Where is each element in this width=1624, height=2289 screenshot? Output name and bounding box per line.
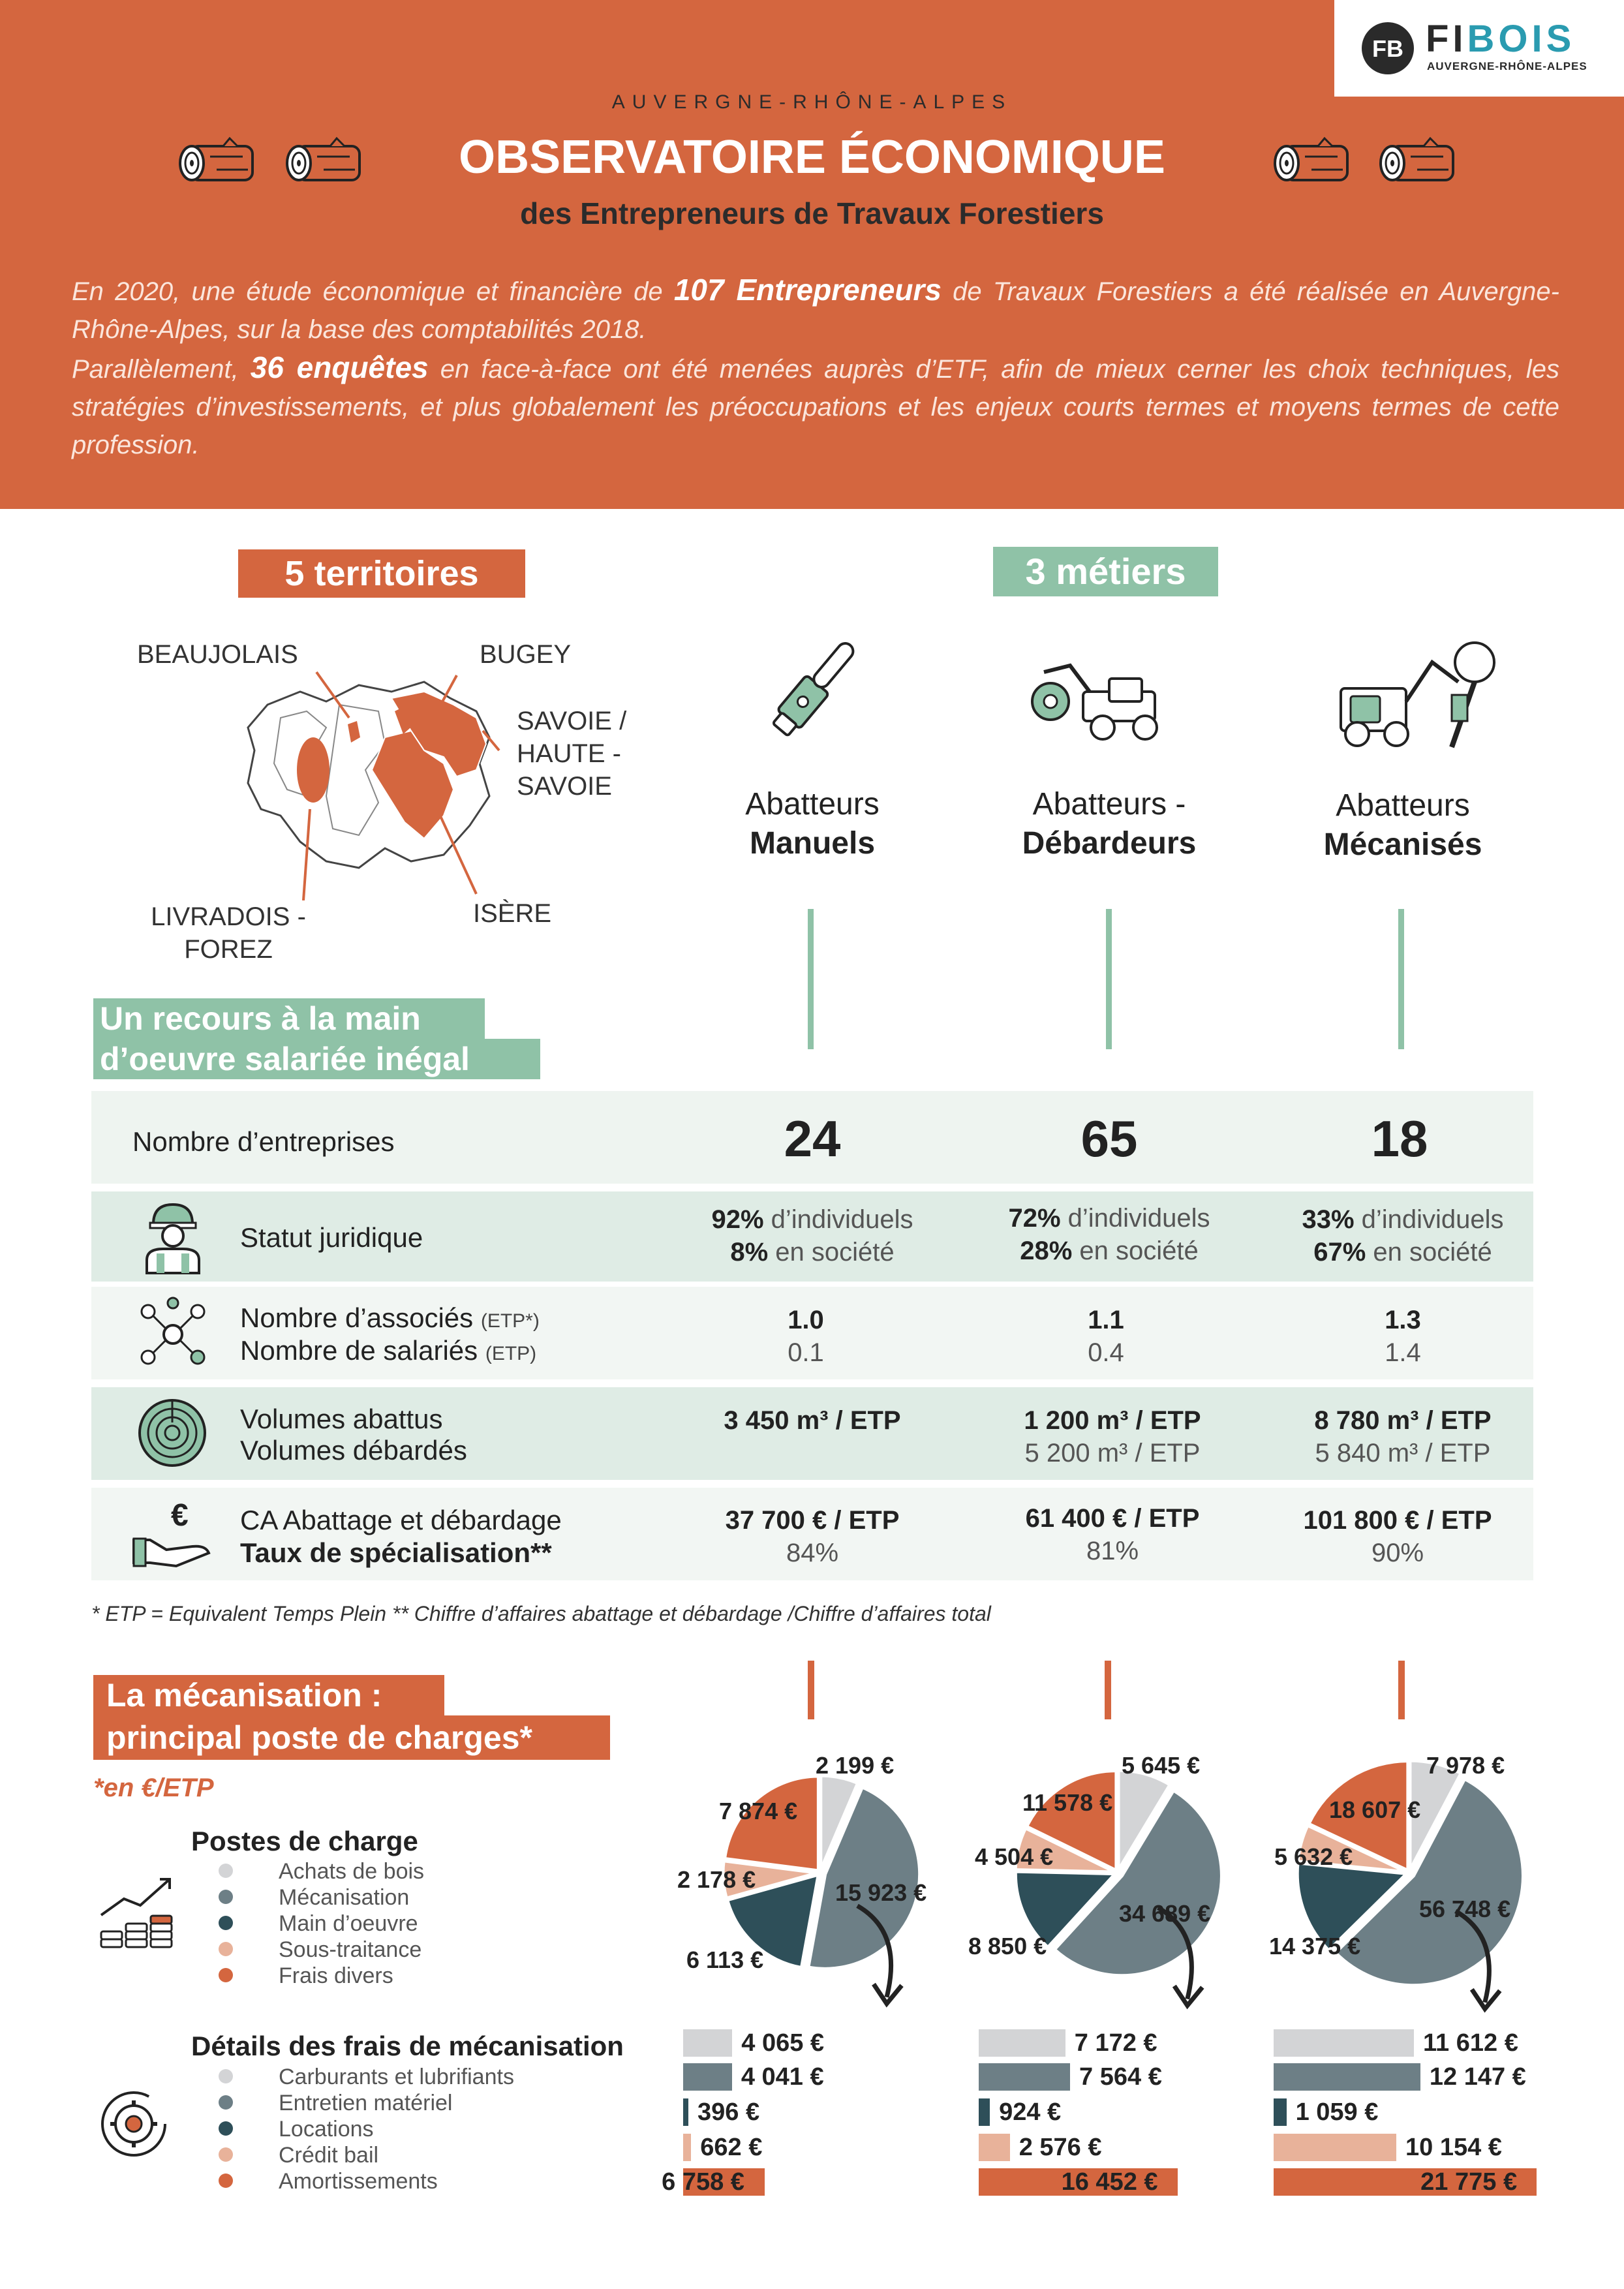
bar xyxy=(979,2063,1070,2091)
volumes-abattus-label: Volumes abattus xyxy=(240,1404,443,1434)
pie-data-label: 56 748 € xyxy=(1419,1896,1511,1922)
legend-label: Amortissements xyxy=(279,2169,438,2194)
pie-data-label: 15 923 € xyxy=(835,1879,927,1906)
statut-ind-text: d’individuels xyxy=(1354,1205,1504,1234)
bar xyxy=(1274,2029,1414,2057)
associes-debardeurs-value: 1.1 xyxy=(1088,1306,1124,1334)
statut-mecanises-soc-pct: 67% xyxy=(1313,1238,1366,1267)
bar-data-label: 6 758 € xyxy=(662,2168,744,2196)
pie-data-label: 5 645 € xyxy=(1122,1752,1201,1779)
pie-data-label: 14 375 € xyxy=(1269,1933,1361,1959)
bar xyxy=(1274,2098,1287,2126)
legend-label: Locations xyxy=(279,2117,374,2142)
statut-label: Statut juridique xyxy=(240,1222,423,1253)
volumes-mecanises-abattus: 8 780 m³ / ETP xyxy=(1314,1406,1492,1435)
metier-manuels-line1: Abatteurs xyxy=(745,787,880,822)
bar-data-label: 21 775 € xyxy=(1420,2168,1518,2196)
page-title: OBSERVATOIRE ÉCONOMIQUE xyxy=(459,131,1165,183)
metiers-title: 3 métiers xyxy=(993,547,1218,596)
bar xyxy=(979,2029,1065,2057)
volumes-manuels-abattus: 3 450 m³ / ETP xyxy=(724,1406,901,1435)
page-subtitle: des Entrepreneurs de Travaux Forestiers xyxy=(520,196,1104,230)
nb-entreprises-debardeurs: 65 xyxy=(1080,1110,1138,1167)
associes-manuels-value: 1.0 xyxy=(788,1306,824,1334)
volumes-debardeurs-debardes: 5 200 m³ / ETP xyxy=(1024,1439,1201,1467)
statut-soc-text: en société xyxy=(1366,1238,1492,1267)
bar-data-label: 2 576 € xyxy=(1019,2134,1102,2161)
metier-manuels-line2: Manuels xyxy=(749,826,876,861)
legend-label: Achats de bois xyxy=(279,1859,425,1884)
associes-unit: (ETP*) xyxy=(480,1310,540,1332)
statut-ind-text: d’individuels xyxy=(763,1205,913,1234)
statut-soc-text: en société xyxy=(768,1238,895,1267)
bar xyxy=(1274,2134,1396,2161)
region-label: AUVERGNE-RHÔNE-ALPES xyxy=(611,91,1013,113)
statut-debardeurs-ind-pct: 72% xyxy=(1008,1204,1061,1233)
nb-entreprises-mecanises: 18 xyxy=(1371,1110,1428,1167)
salaries-debardeurs-value: 0.4 xyxy=(1088,1338,1124,1367)
salaries-label-text: Nombre de salariés xyxy=(240,1335,478,1366)
ca-debardeurs-value: 61 400 € / ETP xyxy=(1025,1504,1200,1533)
salaries-mecanises-value: 1.4 xyxy=(1385,1338,1421,1367)
bar-data-label: 11 612 € xyxy=(1423,2029,1518,2057)
intro-text-1a: En 2020, une étude économique et financière de xyxy=(72,277,674,306)
map-label-savoie-3: SAVOIE xyxy=(517,772,612,801)
map-label-savoie-2: HAUTE - xyxy=(517,739,621,768)
bar-data-label: 4 041 € xyxy=(741,2063,824,2091)
territoires-title: 5 territoires xyxy=(238,549,525,598)
legend-label: Main d’oeuvre xyxy=(279,1911,418,1936)
taux-mecanises-value: 90% xyxy=(1371,1539,1424,1567)
mecanisation-title-2: principal poste de charges* xyxy=(93,1715,610,1760)
volumes-mecanises-debardes: 5 840 m³ / ETP xyxy=(1315,1439,1491,1467)
legend-label: Mécanisation xyxy=(279,1885,410,1910)
intro-text-1c: de Travaux Forestiers a été réalisée en Auvergne-Rhône-Alpes, sur la base des comptabilités 2018. xyxy=(72,277,1559,344)
statut-debardeurs-soc-pct: 28% xyxy=(1020,1237,1073,1265)
bar-data-label: 10 154 € xyxy=(1405,2134,1502,2161)
logo-fb-text: FB xyxy=(1372,35,1403,62)
nb-entreprises-label: Nombre d’entreprises xyxy=(132,1126,395,1157)
metier-mecanises-line1: Abatteurs xyxy=(1336,788,1470,823)
statut-ind-text: d’individuels xyxy=(1060,1204,1210,1233)
legend-label: Crédit bail xyxy=(279,2143,379,2168)
footnote: * ETP = Equivalent Temps Plein ** Chiffre d’affaires abattage et débardage /Chiffre d’affaires total xyxy=(91,1602,991,1625)
legend-label: Frais divers xyxy=(279,1963,393,1988)
map-label-isere: ISÈRE xyxy=(473,899,552,928)
bar-data-label: 662 € xyxy=(700,2134,763,2161)
legend-label: Entretien matériel xyxy=(279,2091,453,2115)
ca-mecanises-value: 101 800 € / ETP xyxy=(1303,1506,1492,1535)
map-label-beaujolais: BEAUJOLAIS xyxy=(137,640,298,669)
pie-data-label: 2 178 € xyxy=(677,1866,756,1893)
volumes-debardeurs-abattus: 1 200 m³ / ETP xyxy=(1024,1406,1201,1435)
details-legend-title: Détails des frais de mécanisation xyxy=(191,2031,624,2061)
volumes-debardes-label: Volumes débardés xyxy=(240,1435,467,1466)
salaries-manuels-value: 0.1 xyxy=(788,1338,824,1367)
intro-text-2a: Parallèlement, xyxy=(72,355,251,384)
legend-label: Carburants et lubrifiants xyxy=(279,2065,514,2089)
main-oeuvre-title-1: Un recours à la main xyxy=(93,998,485,1039)
taux-debardeurs-value: 81% xyxy=(1086,1537,1139,1565)
postes-legend-title: Postes de charge xyxy=(191,1826,418,1856)
pie-data-label: 5 632 € xyxy=(1274,1843,1353,1870)
logo-fi-text: FI xyxy=(1426,18,1467,60)
euro-symbol: € xyxy=(171,1498,189,1533)
bar-data-label: 12 147 € xyxy=(1429,2063,1526,2091)
bar-data-label: 7 564 € xyxy=(1079,2063,1162,2091)
pie-data-label: 7 874 € xyxy=(719,1798,798,1824)
map-label-livradois-1: LIVRADOIS - xyxy=(151,902,306,931)
bar xyxy=(683,2134,691,2161)
intro-highlight-entrepreneurs: 107 Entrepreneurs xyxy=(673,273,942,307)
pie-data-label: 11 578 € xyxy=(1022,1789,1113,1816)
metier-debardeurs-line2: Débardeurs xyxy=(1022,826,1197,861)
pie-data-label: 34 689 € xyxy=(1119,1900,1211,1927)
bar xyxy=(683,2098,688,2126)
map-label-savoie-1: SAVOIE / xyxy=(517,707,627,735)
bar-data-label: 1 059 € xyxy=(1295,2098,1379,2126)
intro-highlight-enquetes: 36 enquêtes xyxy=(250,350,429,384)
unit-note: *en €/ETP xyxy=(93,1774,214,1802)
nb-entreprises-manuels: 24 xyxy=(784,1110,841,1167)
bar-data-label: 7 172 € xyxy=(1074,2029,1157,2057)
pie-data-label: 6 113 € xyxy=(686,1946,764,1973)
salaries-unit: (ETP) xyxy=(485,1343,537,1364)
statut-manuels-soc-pct: 8% xyxy=(730,1238,769,1267)
pie-data-label: 4 504 € xyxy=(975,1843,1054,1870)
logo-bois-text: BOIS xyxy=(1467,18,1576,60)
taux-manuels-value: 84% xyxy=(786,1539,839,1567)
bar xyxy=(979,2134,1010,2161)
bar-data-label: 924 € xyxy=(999,2098,1062,2126)
pie-data-label: 7 978 € xyxy=(1426,1752,1505,1779)
ca-label: CA Abattage et débardage xyxy=(240,1505,562,1535)
bar-data-label: 396 € xyxy=(697,2098,760,2126)
pie-data-label: 18 607 € xyxy=(1329,1796,1421,1823)
ca-manuels-value: 37 700 € / ETP xyxy=(725,1506,900,1535)
taux-label: Taux de spécialisation** xyxy=(240,1537,552,1568)
pie-data-label: 2 199 € xyxy=(816,1752,895,1779)
metier-mecanises-line2: Mécanisés xyxy=(1323,827,1482,862)
bar xyxy=(683,2029,732,2057)
legend-label: Sous-traitance xyxy=(279,1937,422,1962)
logo-region-text: AUVERGNE-RHÔNE-ALPES xyxy=(1427,60,1587,72)
bar xyxy=(683,2063,732,2091)
mecanisation-title-1: La mécanisation : xyxy=(93,1675,444,1715)
statut-manuels-ind-pct: 92% xyxy=(711,1205,764,1234)
bar-data-label: 4 065 € xyxy=(741,2029,825,2057)
main-oeuvre-title-2: d’oeuvre salariée inégal xyxy=(93,1039,540,1079)
statut-mecanises-ind-pct: 33% xyxy=(1302,1205,1355,1234)
map-label-livradois-2: FOREZ xyxy=(184,935,273,964)
metier-debardeurs-line1: Abatteurs - xyxy=(1032,787,1186,822)
associes-label-text: Nombre d’associés xyxy=(240,1302,474,1333)
intro-text-2c: en face-à-face ont été menées auprès d’ETF, afin de mieux cerner les choix techniques, les stratégies d’investissements, et plus globalement les préoccupations et les enjeux courts termes et moyens termes de cette profession. xyxy=(72,355,1560,459)
statut-soc-text: en société xyxy=(1072,1237,1199,1265)
map-label-bugey: BUGEY xyxy=(480,640,572,669)
pie-data-label: 8 850 € xyxy=(968,1933,1047,1959)
associes-mecanises-value: 1.3 xyxy=(1385,1306,1421,1334)
bar-data-label: 16 452 € xyxy=(1061,2168,1158,2196)
bar xyxy=(979,2098,990,2126)
bar xyxy=(1274,2063,1420,2091)
